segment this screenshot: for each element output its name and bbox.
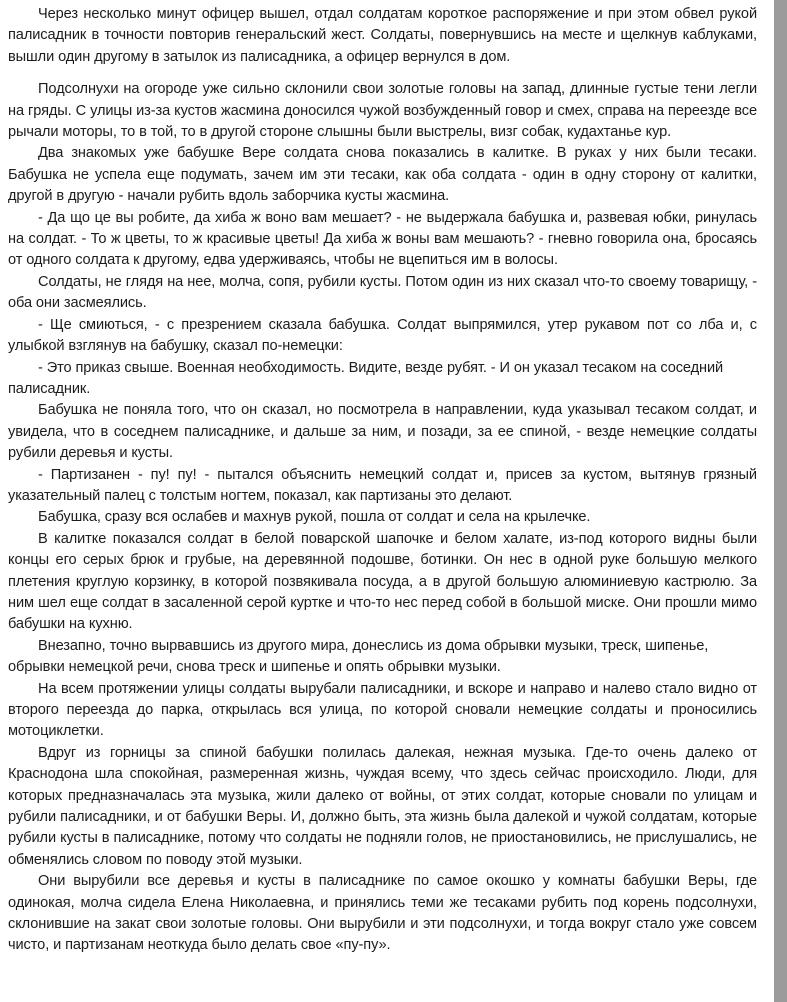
paragraph: Два знакомых уже бабушке Вере солдата снова показались в калитке. В руках у них были тесаки. Бабушка не успела еще подумать, зачем им эти тесаки, как оба солдата - один в одну сторону от калитки, другой в другую - начали рубить вдоль заборчика кусты жасмина. bbox=[8, 145, 757, 205]
paragraph: - Партизанен - пу! пу! - пытался объяснить немецкий солдат и, присев за кустом, вытянув грязный указательный палец с толстым ногтем, показал, как партизаны это делают. bbox=[8, 466, 757, 504]
paragraph: Они вырубили все деревья и кусты в палисаднике по самое окошко у комнаты бабушки Веры, где одинокая, молча сидела Елена Николаевна, и принялись теми же тесаками рубить под корень подсолнухи, склонившие на закат свои золотые головы. Они вырубили и эти подсолнухи, и тогда вокруг стало уже совсем чисто, и партизанам неоткуда было делать свое «пу-пу». bbox=[8, 873, 757, 954]
paragraph: Бабушка, сразу вся ослабев и махнув рукой, пошла от солдат и села на крылечке. bbox=[38, 509, 591, 526]
paragraph: Подсолнухи на огороде уже сильно склонили свои золотые головы на запад, длинные густые тени легли на гряды. С улицы из-за кустов жасмина доносился чужой возбужденный говор и смех, справа на переезде все рычали моторы, то в той, то в другой стороне слышны были выстрелы, визг собак, кудахтанье кур. bbox=[8, 81, 757, 141]
paragraph: - Ще смиються, - с презрением сказала бабушка. Солдат выпрямился, утер рукавом пот со лба и, с улыбкой взглянув на бабушку, сказал по-немецки: bbox=[8, 316, 757, 355]
paragraph: Солдаты, не глядя на нее, молча, сопя, рубили кусты. Потом один из них сказал что-то своему товарищу, - оба они засмеялись. bbox=[8, 273, 757, 312]
paragraph: Через несколько минут офицер вышел, отдал солдатам короткое распоряжение и при этом обвел рукой палисадник в точности повторив генеральский жест. Солдаты, повернувшись на месте и щелкнув каблуками, вышли один другому в затылок из палисадника, а офицер вернулся в дом. bbox=[8, 6, 757, 65]
paragraph: - Это приказ свыше. Военная необходимость. Видите, везде рубят. - И он указал тесаком на соседний палисадник. bbox=[8, 359, 724, 397]
viewer-gutter bbox=[774, 0, 787, 1002]
paragraph: - Да що це вы робите, да хиба ж воно вам мешает? - не выдержала бабушка и, развевая юбки, ринулась на солдат. - То ж цветы, то ж красивые цветы! Да хиба ж воны вам мешають? - гневно говорила она, бросаясь от одного солдата к другому, едва удерживаясь, чтобы не вцепиться им в волосы. bbox=[8, 209, 757, 269]
paragraph: Вдруг из горницы за спиной бабушки полилась далекая, нежная музыка. Где-то очень далеко от Краснодона шла спокойная, размеренная жизнь, чуждая всему, что здесь сейчас происходило. Люди, для которых предназначалась эта музыка, жили далеко от войны, от этих солдат, которые сновали по улицам и рубили палисадники, и от бабушки Веры. И, должно быть, эта жизнь была далекой и чужой солдатам, которые рубили кусты в палисаднике, потому что солдаты не подняли голов, не приостановились, не прислушались, не обменялись словом по поводу этой музыки. bbox=[8, 744, 757, 868]
paragraph: На всем протяжении улицы солдаты вырубали палисадники, и вскоре и направо и налево стало видно от второго переезда до парка, открылась вся улица, по которой сновали немецкие солдаты и проносились мотоциклетки. bbox=[8, 680, 757, 740]
document-page bbox=[8, 4, 757, 957]
paragraph: В калитке показался солдат в белой поварской шапочке и белом халате, из-под которого видны были концы его серых брюк и грубые, на деревянной подошве, ботинки. Он нес в одной руке большую мелкого плетения круглую корзинку, в которой позвякивала посуда, а в другой большую алюминиевую кастрюлю. За ним шел еще солдат в засаленной серой куртке и что-то нес перед собой в большой миске. Они прошли мимо бабушки на кухню. bbox=[8, 530, 757, 633]
paragraph: Внезапно, точно вырвавшись из другого мира, донеслись из дома обрывки музыки, треск, шипенье, обрывки немецкой речи, снова треск и шипенье и опять обрывки музыки. bbox=[8, 637, 709, 676]
paragraph: Бабушка не поняла того, что он сказал, но посмотрела в направлении, куда указывал тесаком солдат, и увидела, что в соседнем палисаднике, и дальше за ним, и позади, за ее спиной, - везде немецкие солдаты рубили деревья и кусты. bbox=[8, 402, 757, 462]
